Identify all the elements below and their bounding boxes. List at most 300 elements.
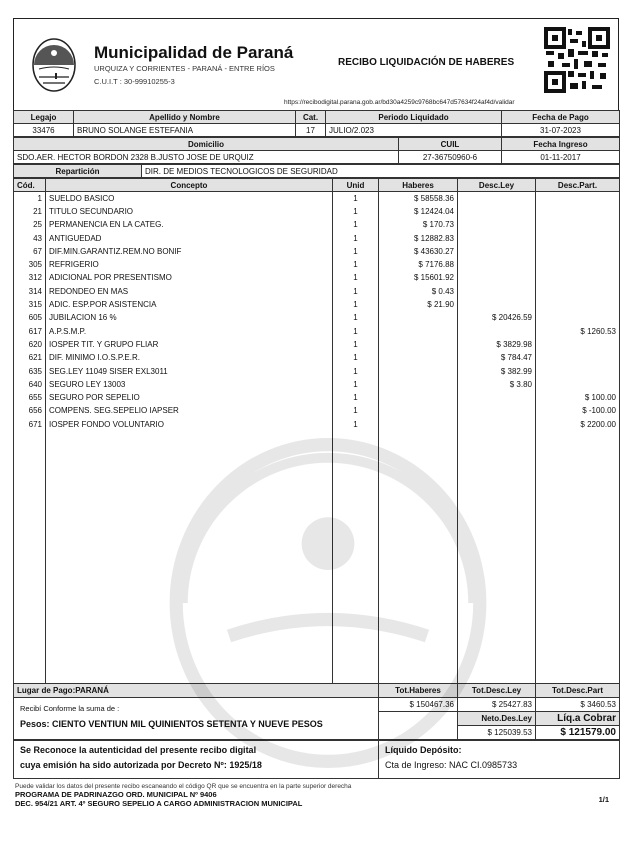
totals-table	[13, 683, 620, 740]
item-cod	[14, 604, 46, 617]
table-row	[14, 298, 620, 311]
item-desc-ley	[458, 497, 536, 510]
table-row	[14, 391, 620, 404]
item-cod: 621	[14, 351, 46, 364]
item-desc-ley: $ 3829.98	[458, 338, 536, 351]
table-row	[14, 418, 620, 431]
auth-table	[13, 740, 620, 779]
item-desc-part	[536, 444, 620, 457]
cuil-label: CUIL	[399, 138, 502, 151]
item-desc-part	[536, 537, 620, 550]
item-desc-part	[536, 590, 620, 603]
item-desc-part	[536, 577, 620, 590]
item-haberes	[379, 511, 458, 524]
item-haberes	[379, 324, 458, 337]
item-desc-part	[536, 670, 620, 683]
item-desc-ley	[458, 457, 536, 470]
table-row	[14, 192, 620, 205]
item-haberes	[379, 364, 458, 377]
item-desc-ley	[458, 511, 536, 524]
item-desc-part	[536, 497, 620, 510]
item-haberes	[379, 484, 458, 497]
empty-row	[14, 630, 620, 643]
amount-in-words: Pesos: CIENTO VENTIUN MIL QUINIENTOS SETENTA Y NUEVE PESOS	[20, 719, 323, 730]
cuenta-value: Cta de Ingreso: NAC CI.0985733	[385, 760, 518, 771]
item-haberes	[379, 551, 458, 564]
item-concepto	[46, 457, 333, 470]
item-haberes	[379, 644, 458, 657]
coat-of-arms-icon	[31, 37, 77, 93]
table-row	[14, 258, 620, 271]
employee-info-table	[13, 110, 620, 137]
item-unid: 1	[333, 418, 379, 431]
item-desc-part	[536, 364, 620, 377]
item-desc-ley	[458, 630, 536, 643]
item-desc-ley	[458, 484, 536, 497]
domicilio-label: Domicilio	[14, 138, 399, 151]
item-haberes: $ 7176.88	[379, 258, 458, 271]
item-cod: 620	[14, 338, 46, 351]
item-desc-part	[536, 431, 620, 444]
item-desc-part	[536, 551, 620, 564]
cod-header: Cód.	[14, 179, 46, 192]
item-unid: 1	[333, 218, 379, 231]
item-unid: 1	[333, 364, 379, 377]
domicilio-table	[13, 137, 620, 164]
item-desc-ley: $ 3.80	[458, 378, 536, 391]
item-concepto: REDONDEO EN MAS	[46, 285, 333, 298]
item-haberes	[379, 431, 458, 444]
item-haberes: $ 21.90	[379, 298, 458, 311]
table-row	[14, 285, 620, 298]
table-row	[14, 205, 620, 218]
item-haberes	[379, 630, 458, 643]
item-concepto: JUBILACION 16 %	[46, 311, 333, 324]
item-unid: 1	[333, 391, 379, 404]
footer-line-2: DEC. 954/21 ART. 4º SEGURO SEPELIO A CARGO ADMINISTRACION MUNICIPAL	[15, 799, 303, 809]
periodo-value: JULIO/2.023	[326, 124, 502, 137]
item-cod: 314	[14, 285, 46, 298]
item-desc-part	[536, 258, 620, 271]
item-desc-part	[536, 604, 620, 617]
item-unid	[333, 537, 379, 550]
reparticion-label: Repartición	[14, 165, 142, 178]
item-concepto: ADICIONAL POR PRESENTISMO	[46, 271, 333, 284]
page-number: 1/1	[598, 795, 609, 805]
item-unid	[333, 657, 379, 670]
item-cod	[14, 577, 46, 590]
item-unid	[333, 444, 379, 457]
item-desc-ley	[458, 471, 536, 484]
item-desc-part	[536, 205, 620, 218]
item-desc-part	[536, 271, 620, 284]
item-desc-ley	[458, 192, 536, 205]
item-cod	[14, 670, 46, 683]
item-unid: 1	[333, 298, 379, 311]
item-haberes	[379, 378, 458, 391]
item-cod: 315	[14, 298, 46, 311]
item-unid	[333, 551, 379, 564]
item-desc-ley	[458, 218, 536, 231]
empty-row	[14, 511, 620, 524]
item-concepto: ADIC. ESP.POR ASISTENCIA	[46, 298, 333, 311]
item-concepto	[46, 604, 333, 617]
org-cuit: C.U.I.T : 30-99910255-3	[94, 77, 175, 86]
tot-haberes-value: $ 150467.36	[379, 698, 458, 712]
item-desc-ley	[458, 617, 536, 630]
liq-label: Líq.a Cobrar	[536, 712, 620, 726]
item-desc-ley	[458, 537, 536, 550]
fecha-pago-label: Fecha de Pago	[502, 111, 620, 124]
item-concepto: ANTIGUEDAD	[46, 231, 333, 244]
empty-row	[14, 670, 620, 683]
item-unid	[333, 431, 379, 444]
item-desc-part	[536, 218, 620, 231]
item-concepto	[46, 524, 333, 537]
item-unid: 1	[333, 378, 379, 391]
item-unid	[333, 630, 379, 643]
item-desc-part	[536, 657, 620, 670]
item-cod	[14, 537, 46, 550]
item-cod	[14, 444, 46, 457]
item-cod: 655	[14, 391, 46, 404]
item-desc-ley	[458, 245, 536, 258]
item-concepto: DIF.MIN.GARANTIZ.REM.NO BONIF	[46, 245, 333, 258]
item-desc-part	[536, 378, 620, 391]
item-desc-ley	[458, 657, 536, 670]
item-cod	[14, 511, 46, 524]
item-haberes	[379, 418, 458, 431]
item-desc-part	[536, 630, 620, 643]
deposito-label: Líquido Depósito:	[385, 745, 462, 756]
item-desc-part	[536, 564, 620, 577]
item-desc-ley	[458, 205, 536, 218]
item-haberes: $ 0.43	[379, 285, 458, 298]
item-unid	[333, 457, 379, 470]
desc-part-header: Desc.Part.	[536, 179, 620, 192]
footer-line-1: PROGRAMA DE PADRINAZGO ORD. MUNICIPAL Nº 9406	[15, 790, 217, 800]
item-desc-ley	[458, 271, 536, 284]
item-unid	[333, 484, 379, 497]
neto-value: $ 125039.53	[458, 726, 536, 740]
item-unid: 1	[333, 311, 379, 324]
item-desc-part: $ -100.00	[536, 404, 620, 417]
item-desc-ley	[458, 285, 536, 298]
item-cod: 305	[14, 258, 46, 271]
item-desc-ley	[458, 551, 536, 564]
item-cod	[14, 644, 46, 657]
unid-header: Unid	[333, 179, 379, 192]
item-desc-part	[536, 285, 620, 298]
empty-row	[14, 551, 620, 564]
item-concepto: IOSPER TIT. Y GRUPO FLIAR	[46, 338, 333, 351]
items-table	[13, 178, 620, 683]
table-row	[14, 378, 620, 391]
item-haberes	[379, 351, 458, 364]
item-desc-ley	[458, 444, 536, 457]
item-concepto: SEG.LEY 11049 SISER EXL3011	[46, 364, 333, 377]
item-concepto	[46, 670, 333, 683]
empty-row	[14, 444, 620, 457]
empty-row	[14, 471, 620, 484]
item-concepto: TITULO SECUNDARIO	[46, 205, 333, 218]
item-desc-ley	[458, 298, 536, 311]
concepto-header: Concepto	[46, 179, 333, 192]
item-concepto	[46, 471, 333, 484]
item-cod: 617	[14, 324, 46, 337]
empty-row	[14, 524, 620, 537]
empty-row	[14, 617, 620, 630]
item-cod: 635	[14, 364, 46, 377]
item-cod: 605	[14, 311, 46, 324]
item-unid	[333, 670, 379, 683]
item-haberes: $ 43630.27	[379, 245, 458, 258]
empty-row	[14, 497, 620, 510]
item-desc-part	[536, 231, 620, 244]
item-concepto: SUELDO BASICO	[46, 192, 333, 205]
item-haberes	[379, 617, 458, 630]
item-desc-part	[536, 511, 620, 524]
org-address: URQUIZA Y CORRIENTES - PARANÁ - ENTRE RÍOS	[94, 64, 275, 73]
item-haberes	[379, 524, 458, 537]
periodo-label: Periodo Liquidado	[326, 111, 502, 124]
item-unid: 1	[333, 338, 379, 351]
fecha-pago-value: 31-07-2023	[502, 124, 620, 137]
tot-desc-part-value: $ 3460.53	[536, 698, 620, 712]
item-haberes	[379, 471, 458, 484]
item-unid	[333, 644, 379, 657]
item-desc-part	[536, 617, 620, 630]
qr-code-icon[interactable]	[544, 27, 610, 93]
tot-desc-ley-label: Tot.Desc.Ley	[458, 684, 536, 698]
item-cod	[14, 484, 46, 497]
item-cod	[14, 617, 46, 630]
item-desc-ley	[458, 404, 536, 417]
item-unid: 1	[333, 351, 379, 364]
item-haberes	[379, 670, 458, 683]
item-haberes	[379, 657, 458, 670]
item-cod	[14, 590, 46, 603]
tot-desc-ley-value: $ 25427.83	[458, 698, 536, 712]
item-haberes	[379, 564, 458, 577]
auth-line-1: Se Reconoce la autenticidad del presente recibo digital	[20, 745, 257, 756]
item-concepto	[46, 444, 333, 457]
item-unid	[333, 497, 379, 510]
item-desc-part	[536, 471, 620, 484]
item-unid	[333, 471, 379, 484]
legajo-value: 33476	[14, 124, 74, 137]
item-haberes	[379, 338, 458, 351]
item-haberes	[379, 311, 458, 324]
item-concepto: PERMANENCIA EN LA CATEG.	[46, 218, 333, 231]
item-concepto	[46, 657, 333, 670]
item-cod: 21	[14, 205, 46, 218]
item-cod: 671	[14, 418, 46, 431]
item-cod: 25	[14, 218, 46, 231]
empty-row	[14, 644, 620, 657]
legajo-label: Legajo	[14, 111, 74, 124]
table-row	[14, 311, 620, 324]
item-unid	[333, 564, 379, 577]
cuil-value: 27-36750960-6	[399, 151, 502, 164]
item-concepto	[46, 537, 333, 550]
item-haberes: $ 15601.92	[379, 271, 458, 284]
auth-line-2: cuya emisión ha sido autorizada por Decreto Nº: 1925/18	[20, 760, 262, 771]
item-desc-ley	[458, 590, 536, 603]
item-desc-part: $ 2200.00	[536, 418, 620, 431]
item-unid: 1	[333, 231, 379, 244]
item-cod: 1	[14, 192, 46, 205]
item-concepto: IOSPER FONDO VOLUNTARIO	[46, 418, 333, 431]
item-desc-ley	[458, 577, 536, 590]
item-desc-part	[536, 192, 620, 205]
item-desc-ley	[458, 231, 536, 244]
empty-row	[14, 537, 620, 550]
item-concepto	[46, 431, 333, 444]
tot-haberes-label: Tot.Haberes	[379, 684, 458, 698]
empty-row	[14, 577, 620, 590]
item-desc-part	[536, 311, 620, 324]
item-unid: 1	[333, 192, 379, 205]
org-name: Municipalidad de Paraná	[94, 43, 294, 62]
item-desc-part	[536, 351, 620, 364]
item-desc-ley	[458, 604, 536, 617]
recibi-conforme: Recibí Conforme la suma de :	[20, 704, 120, 714]
item-desc-ley	[458, 564, 536, 577]
validation-url[interactable]: https://recibodigital.parana.gob.ar/bd30a4259c9768bc647d57634f24af4d/validar	[284, 99, 515, 106]
item-haberes: $ 12424.04	[379, 205, 458, 218]
empty-row	[14, 590, 620, 603]
item-cod: 312	[14, 271, 46, 284]
item-haberes	[379, 577, 458, 590]
item-desc-ley: $ 784.47	[458, 351, 536, 364]
item-haberes	[379, 590, 458, 603]
item-desc-part	[536, 245, 620, 258]
item-unid: 1	[333, 404, 379, 417]
nombre-label: Apellido y Nombre	[74, 111, 296, 124]
item-cod	[14, 524, 46, 537]
item-desc-ley	[458, 644, 536, 657]
item-concepto: COMPENS. SEG.SEPELIO IAPSER	[46, 404, 333, 417]
cat-value: 17	[296, 124, 326, 137]
item-cod	[14, 431, 46, 444]
table-row	[14, 364, 620, 377]
fecha-ingreso-label: Fecha Ingreso	[502, 138, 620, 151]
item-haberes	[379, 537, 458, 550]
lugar-pago: Lugar de Pago:PARANÁ	[14, 684, 379, 698]
reparticion-value: DIR. DE MEDIOS TECNOLOGICOS DE SEGURIDAD	[142, 165, 620, 178]
item-desc-ley	[458, 258, 536, 271]
item-cod	[14, 551, 46, 564]
nombre-value: BRUNO SOLANGE ESTEFANIA	[74, 124, 296, 137]
item-unid	[333, 604, 379, 617]
item-cod: 656	[14, 404, 46, 417]
tot-desc-part-label: Tot.Desc.Part	[536, 684, 620, 698]
item-desc-part	[536, 338, 620, 351]
item-haberes: $ 12882.83	[379, 231, 458, 244]
item-haberes	[379, 497, 458, 510]
domicilio-value: SDO.AER. HECTOR BORDON 2328 B.JUSTO JOSE DE URQUIZ	[14, 151, 399, 164]
item-unid: 1	[333, 245, 379, 258]
item-desc-ley	[458, 391, 536, 404]
item-unid: 1	[333, 258, 379, 271]
item-desc-ley: $ 20426.59	[458, 311, 536, 324]
neto-label: Neto.Des.Ley	[458, 712, 536, 726]
item-unid	[333, 577, 379, 590]
item-unid: 1	[333, 324, 379, 337]
item-haberes	[379, 444, 458, 457]
item-concepto	[46, 630, 333, 643]
reparticion-table	[13, 164, 620, 178]
item-cod	[14, 564, 46, 577]
item-cod	[14, 471, 46, 484]
item-unid: 1	[333, 205, 379, 218]
footer-note: Puede validar los datos del presente recibo escaneando el código QR que se encuentra en la parte superior derecha	[15, 783, 352, 791]
fecha-ingreso-value: 01-11-2017	[502, 151, 620, 164]
cat-label: Cat.	[296, 111, 326, 124]
item-desc-ley	[458, 670, 536, 683]
item-desc-ley	[458, 431, 536, 444]
item-unid	[333, 524, 379, 537]
empty-row	[14, 431, 620, 444]
document-title: RECIBO LIQUIDACIÓN DE HABERES	[338, 57, 515, 68]
table-row	[14, 245, 620, 258]
empty-row	[14, 457, 620, 470]
item-desc-part	[536, 524, 620, 537]
item-unid	[333, 590, 379, 603]
table-row	[14, 351, 620, 364]
items-section	[13, 178, 619, 683]
item-cod: 43	[14, 231, 46, 244]
table-row	[14, 404, 620, 417]
item-concepto	[46, 551, 333, 564]
empty-row	[14, 604, 620, 617]
table-row	[14, 271, 620, 284]
item-cod: 640	[14, 378, 46, 391]
table-row	[14, 324, 620, 337]
item-unid: 1	[333, 271, 379, 284]
item-unid	[333, 511, 379, 524]
item-desc-part	[536, 457, 620, 470]
item-concepto	[46, 590, 333, 603]
item-concepto: REFRIGERIO	[46, 258, 333, 271]
haberes-header: Haberes	[379, 179, 458, 192]
empty-row	[14, 564, 620, 577]
item-concepto	[46, 484, 333, 497]
item-haberes: $ 58558.36	[379, 192, 458, 205]
item-desc-part	[536, 644, 620, 657]
table-row	[14, 218, 620, 231]
receipt-header	[13, 18, 619, 110]
item-concepto: DIF. MINIMO I.O.S.P.E.R.	[46, 351, 333, 364]
item-unid	[333, 617, 379, 630]
table-row	[14, 338, 620, 351]
item-concepto	[46, 497, 333, 510]
item-desc-part: $ 100.00	[536, 391, 620, 404]
item-cod: 67	[14, 245, 46, 258]
item-desc-ley: $ 382.99	[458, 364, 536, 377]
item-desc-part: $ 1260.53	[536, 324, 620, 337]
item-haberes	[379, 604, 458, 617]
item-concepto: A.P.S.M.P.	[46, 324, 333, 337]
empty-row	[14, 484, 620, 497]
table-row	[14, 231, 620, 244]
item-desc-ley	[458, 324, 536, 337]
desc-ley-header: Desc.Ley	[458, 179, 536, 192]
item-cod	[14, 657, 46, 670]
item-cod	[14, 457, 46, 470]
item-haberes	[379, 404, 458, 417]
